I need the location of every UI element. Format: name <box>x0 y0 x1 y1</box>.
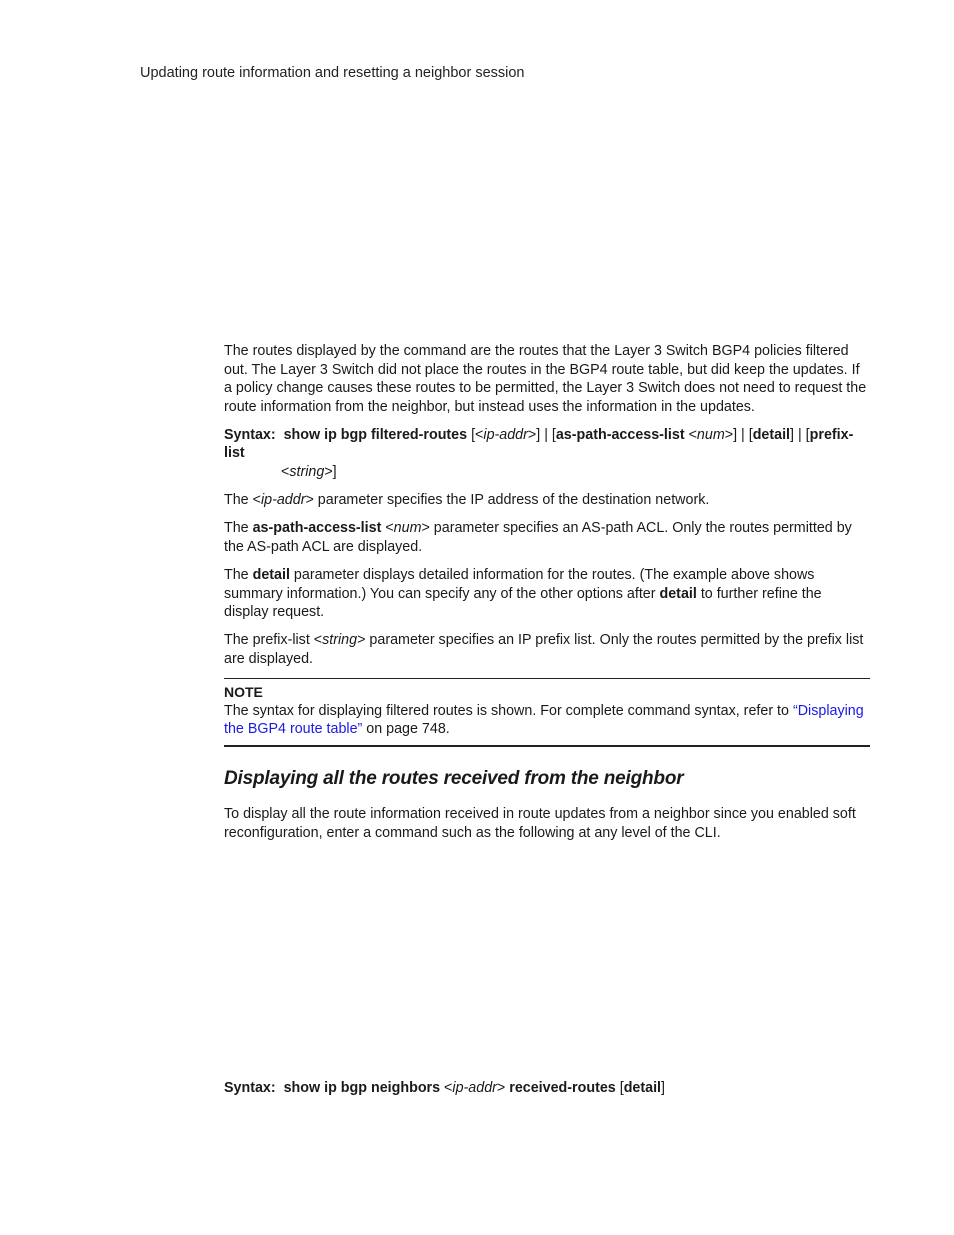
param-detail-desc: The detail parameter displays detailed information for the routes. (The example above shows summary information.) You can specify any of the other options after detail to further refine the display request. <box>224 566 822 621</box>
syntax-received-routes: Syntax: show ip bgp neighbors <ip-addr> received-routes [detail] <box>224 1080 666 1096</box>
syntax-label: Syntax: <box>224 426 276 443</box>
received-routes-paragraph: To display all the route information received in route updates from a neighbor since you enabled soft reconfiguration, enter a command such as the following at any level of the CLI. <box>224 806 856 841</box>
param-detail: detail <box>752 426 791 443</box>
param-prefix-list: prefix-list <box>224 426 854 462</box>
param-received-routes: received-routes <box>509 1080 616 1096</box>
param-ip-addr: ip-addr <box>452 1080 497 1096</box>
main-content <box>224 342 870 852</box>
param-ip-desc: The <ip-addr> parameter specifies the IP address of the destination network. <box>224 492 710 509</box>
param-prefix-desc: The prefix-list <string> parameter specifies an IP prefix list. Only the routes permitted by the prefix list are displayed. <box>224 632 864 667</box>
cross-reference-link[interactable]: “Displaying the BGP4 route table” <box>224 702 864 738</box>
syntax-command: show ip bgp filtered-routes <box>283 426 468 443</box>
note-box <box>224 678 870 747</box>
param-as-path: as-path-access-list <box>555 426 685 443</box>
syntax-filtered-routes: Syntax: show ip bgp filtered-routes [<ip-addr>] | [as-path-access-list <num>] | [detail] | [prefix-list <string>] <box>224 426 854 481</box>
param-num: num <box>696 426 725 443</box>
intro-paragraph: The routes displayed by the command are the routes that the Layer 3 Switch BGP4 policies filtered out. The Layer 3 Switch did not place the routes in the BGP4 route table, but did keep the updates. If a policy change causes these routes to be permitted, the Layer 3 Switch does not need to request the route information from the neighbor, but instead uses the information in the updates. <box>224 343 867 415</box>
syntax-label: Syntax: <box>224 1080 276 1096</box>
param-aspath-desc: The as-path-access-list <num> parameter specifies an AS-path ACL. Only the routes permitted by the AS-path ACL are displayed. <box>224 520 852 555</box>
running-header: Updating route information and resetting a neighbor session <box>140 65 525 81</box>
section-heading: Displaying all the routes received from the neighbor <box>224 767 684 789</box>
param-ip-addr: ip-addr <box>483 426 528 443</box>
note-title: NOTE <box>224 683 263 700</box>
param-string: string <box>289 464 325 481</box>
syntax-command: show ip bgp neighbors <box>283 1080 441 1096</box>
param-detail: detail <box>623 1080 662 1096</box>
note-text: The syntax for displaying filtered routes is shown. For complete command syntax, refer to “Displaying the BGP4 route table” on page 748. <box>224 702 864 738</box>
